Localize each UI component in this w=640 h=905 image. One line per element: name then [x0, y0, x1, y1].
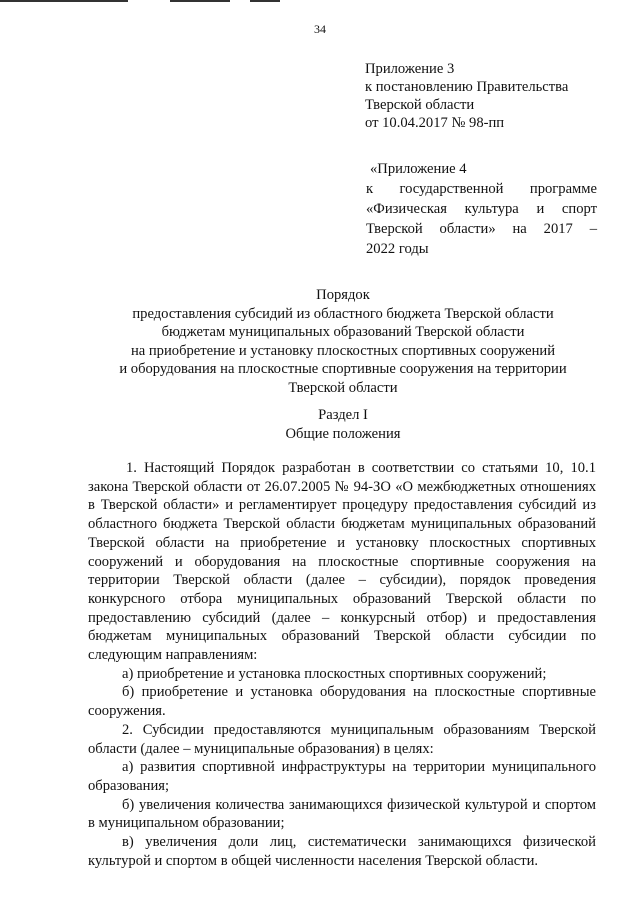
annex-header-line: к постановлению Правительства — [365, 79, 569, 95]
document-title-line: предоставления субсидий из областного бюджета Тверской области — [132, 305, 554, 322]
top-edge-line — [0, 0, 128, 2]
document-title-line: и оборудования на плоскостные спортивные сооружения на территории — [119, 361, 567, 377]
section-heading — [60, 406, 626, 443]
document-title-line: Тверской области — [288, 379, 398, 396]
document-title-line: бюджетам муниципальных образований Тверской области — [161, 324, 525, 340]
paragraph: а) приобретение и установка плоскостных спортивных сооружений; — [122, 665, 547, 682]
annex-program-line: «Физическая культура и спорт — [366, 201, 597, 217]
top-edge-line — [250, 0, 280, 2]
paragraph: а) развития спортивной инфраструктуры на территории муниципального образования; — [88, 759, 596, 794]
document-body — [88, 459, 596, 870]
annex-header-line: от 10.04.2017 № 98-пп — [365, 115, 505, 131]
page-number: 34 — [314, 22, 326, 36]
paragraph: 2. Субсидии предоставляются муниципальным образованиям Тверской области (далее – муниципальные образования) в целях: — [88, 721, 596, 757]
annex-program-title: «Приложение 4 — [370, 161, 467, 177]
annex-header-line: Тверской области — [365, 97, 475, 113]
section-title: Общие положения — [285, 425, 401, 442]
document-title-line: на приобретение и установку плоскостных спортивных сооружений — [130, 342, 556, 359]
paragraph: в) увеличения доли лиц, систематически занимающихся физической культурой и спортом в общей численности населения Тверской области. — [88, 834, 596, 869]
document-heading: Порядок — [316, 287, 370, 303]
annex-header-line: Приложение 3 — [365, 61, 455, 77]
section-number: Раздел I — [318, 407, 368, 423]
top-edge-line — [170, 0, 230, 2]
annex-program-line: 2022 годы — [366, 241, 429, 257]
annex-header — [365, 60, 568, 132]
document-title — [60, 286, 626, 397]
annex-program-line: Тверской области» на 2017 – — [366, 221, 597, 237]
annex-program — [366, 159, 597, 259]
paragraph: б) приобретение и установка оборудования на плоскостные спортивные сооружения. — [88, 684, 596, 720]
annex-program-line: к государственной программе — [366, 181, 597, 197]
paragraph: б) увеличения количества занимающихся физической культурой и спортом в муниципальном образовании; — [88, 796, 596, 832]
paragraph: 1. Настоящий Порядок разработан в соответствии со статьями 10, 10.1 закона Тверской области от 26.07.2005 № 94-ЗО «О межбюджетных отношениях в Тверской области» и регламентирует процедуру предоставления субсидий из областного бюджета Тверской области бюджетам муниципальных образований Тверской области на приобретение и установку плоскостных спортивных сооружений и оборудования на плоскостные спортивные сооружения на территории Тверской области (далее – субсидии), порядок проведения конкурсного отбора муниципальных образований Тверской области по предоставлению субсидий (далее – конкурсный отбор) и предоставления бюджетам муниципальных образований Тверской области субсидии по следующим направлениям: — [88, 460, 596, 664]
